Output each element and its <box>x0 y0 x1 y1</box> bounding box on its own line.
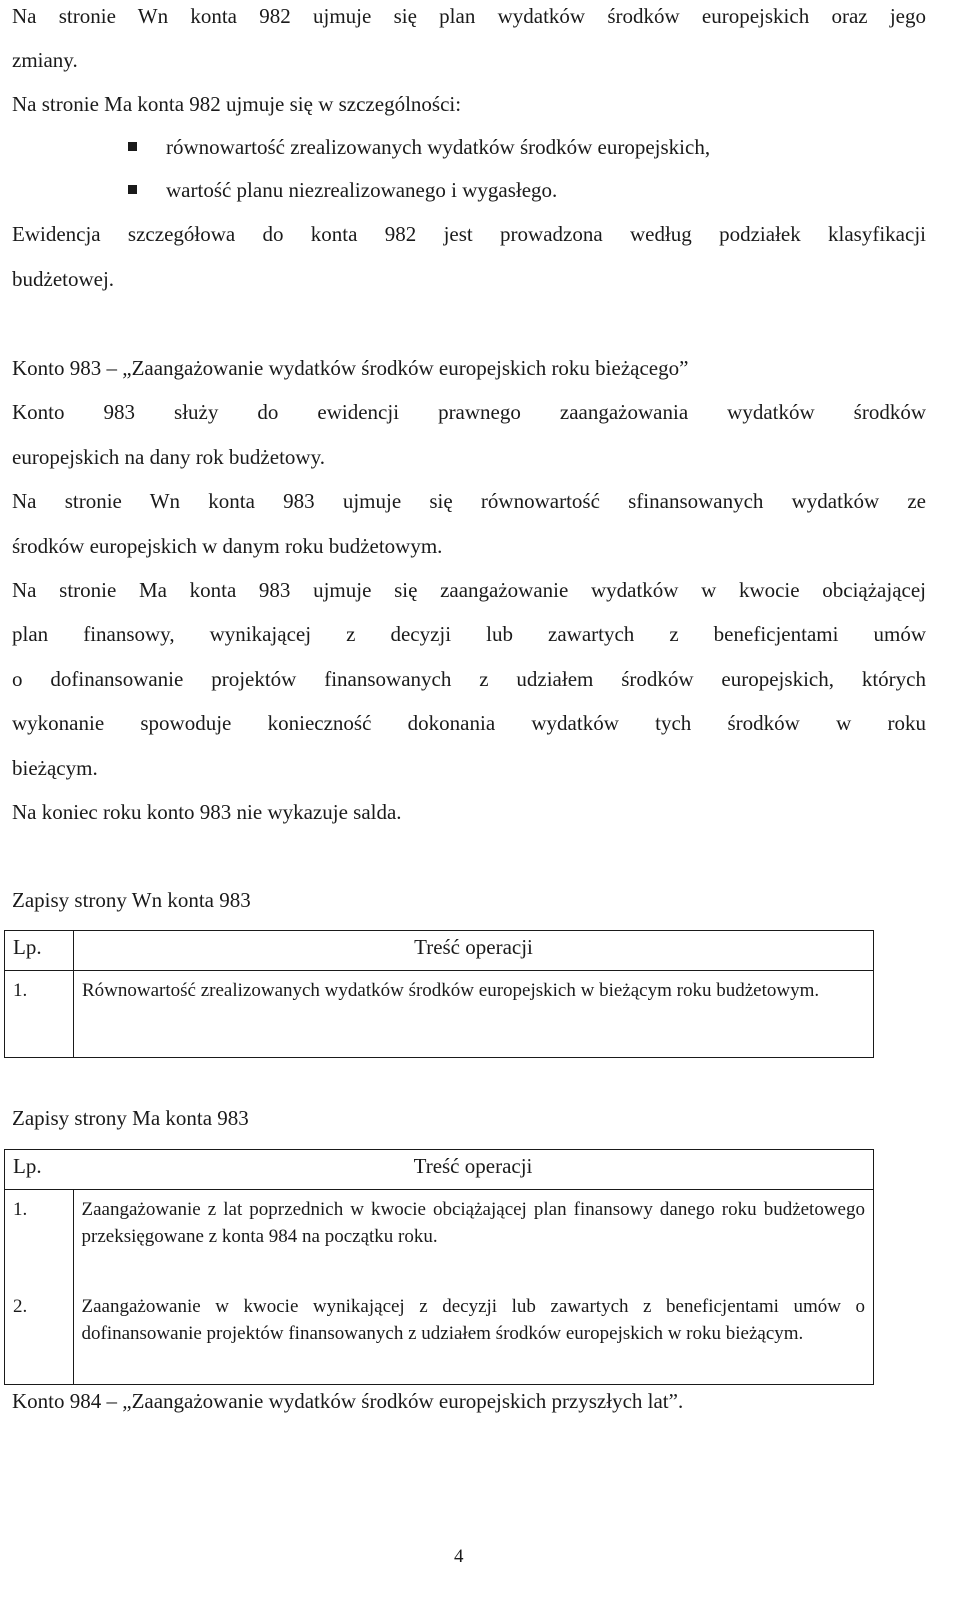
column-header-lp: Lp. <box>5 1150 74 1190</box>
table-row <box>5 1190 874 1288</box>
paragraph-line: o dofinansowanie projektów finansowanych z udziałem środków europejskich, których <box>12 667 926 691</box>
row-text: Zaangażowanie z lat poprzednich w kwocie obciążającej plan finansowy danego roku budżetowego przeksięgowane z konta 984 na początku roku. <box>73 1190 874 1288</box>
paragraph-line: środków europejskich w danym roku budżetowym. <box>12 534 443 558</box>
row-lp: 1. <box>13 1199 28 1220</box>
column-header-tresc: Treść operacji <box>74 931 874 971</box>
row-text: Równowartość zrealizowanych wydatków środków europejskich w bieżącym roku budżetowym. <box>74 971 874 1058</box>
paragraph-line: Konto 983 służy do ewidencji prawnego zaangażowania wydatków środków <box>12 400 926 424</box>
table-wn-title: Zapisy strony Wn konta 983 <box>12 888 251 912</box>
paragraph-line: budżetowej. <box>12 267 115 291</box>
row-lp: 1. <box>5 971 74 1058</box>
paragraph-line: zmiany. <box>12 48 78 72</box>
paragraph-line: wykonanie spowoduje konieczność dokonania wydatków tych środków w roku <box>12 711 926 735</box>
table-ma-title: Zapisy strony Ma konta 983 <box>12 1106 249 1130</box>
bullet-item: równowartość zrealizowanych wydatków środków europejskich, <box>128 137 710 158</box>
table-ma <box>4 1149 874 1385</box>
table-wn <box>4 930 874 1058</box>
paragraph-line: Ewidencja szczegółowa do konta 982 jest prowadzona według podziałek klasyfikacji <box>12 222 926 246</box>
paragraph-line: Na koniec roku konto 983 nie wykazuje salda. <box>12 800 402 824</box>
paragraph-line: europejskich na dany rok budżetowy. <box>12 445 325 469</box>
paragraph-line: Na stronie Ma konta 983 ujmuje się zaangażowanie wydatków w kwocie obciążającej <box>12 578 926 602</box>
section-heading-983: Konto 983 – „Zaangażowanie wydatków środków europejskich roku bieżącego” <box>12 356 689 380</box>
row-text: Zaangażowanie w kwocie wynikającej z decyzji lub zawartych z beneficjentami umów o dofinansowanie projektów finansowanych z udziałem środków europejskich w roku bieżącym. <box>73 1287 874 1385</box>
column-header-lp: Lp. <box>5 931 74 971</box>
paragraph-line: Na stronie Ma konta 982 ujmuje się w szczególności: <box>12 92 462 116</box>
column-header-tresc: Treść operacji <box>73 1150 874 1190</box>
table-row <box>5 1287 874 1385</box>
row-lp: 2. <box>13 1296 28 1317</box>
page-number: 4 <box>454 1546 464 1567</box>
section-heading-984: Konto 984 – „Zaangażowanie wydatków środków europejskich przyszłych lat”. <box>12 1389 684 1413</box>
paragraph-line: Na stronie Wn konta 982 ujmuje się plan wydatków środków europejskich oraz jego <box>12 4 926 28</box>
bullet-item: wartość planu niezrealizowanego i wygasłego. <box>128 180 557 201</box>
paragraph-line: plan finansowy, wynikającej z decyzji lub zawartych z beneficjentami umów <box>12 622 926 646</box>
paragraph-line: bieżącym. <box>12 756 98 780</box>
paragraph-line: Na stronie Wn konta 983 ujmuje się równowartość sfinansowanych wydatków ze <box>12 489 926 513</box>
table-row <box>5 971 874 1058</box>
